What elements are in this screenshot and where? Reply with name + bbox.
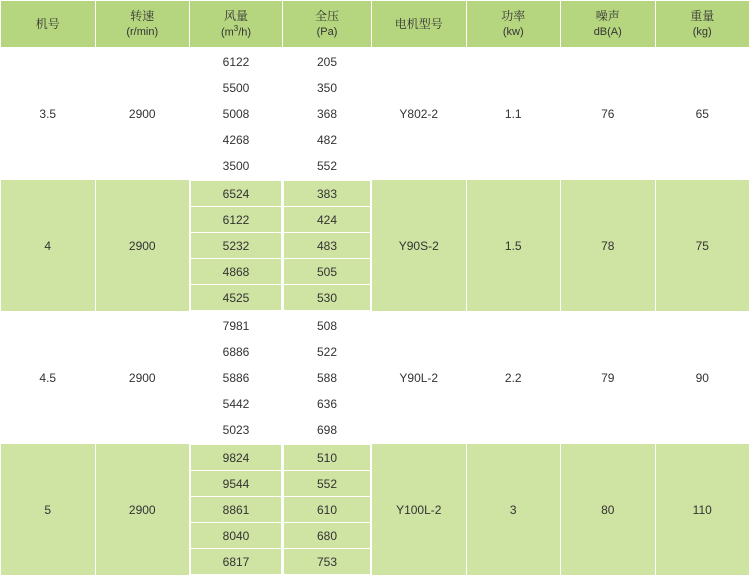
table-row: [1, 48, 750, 180]
flow-value: 5442: [191, 391, 282, 417]
flow-subrow: [191, 207, 282, 233]
flow-value: 9824: [191, 445, 282, 471]
pressure-value: 530: [284, 285, 371, 311]
cell-power: 3: [466, 444, 561, 576]
flow-value: 5500: [191, 75, 282, 101]
pressure-subtable: [283, 180, 371, 311]
column-header-model-no: [1, 1, 96, 48]
flow-subrow: [191, 497, 282, 523]
flow-value: 7981: [191, 313, 282, 339]
pressure-value: 698: [284, 417, 371, 443]
cell-flow-list: [190, 180, 283, 312]
pressure-value: 522: [284, 339, 371, 365]
flow-value: 6122: [191, 207, 282, 233]
table-row: [1, 312, 750, 444]
flow-subrow: [191, 49, 282, 75]
flow-subrow: [191, 445, 282, 471]
pressure-value: 508: [284, 313, 371, 339]
cell-noise: 80: [561, 444, 656, 576]
flow-subrow: [191, 181, 282, 207]
flow-value: 5008: [191, 101, 282, 127]
pressure-value: 483: [284, 233, 371, 259]
cell-noise: 78: [561, 180, 656, 312]
column-header-flow-label: 风量: [223, 8, 248, 23]
cell-weight: 110: [655, 444, 750, 576]
flow-subrow: [191, 285, 282, 311]
flow-value: 3500: [191, 153, 282, 179]
column-header-noise: [561, 1, 656, 48]
flow-value: 6122: [191, 49, 282, 75]
cell-motor: Y100L-2: [372, 444, 467, 576]
column-header-flow: [190, 1, 283, 48]
pressure-subrow: [284, 75, 371, 101]
pressure-value: 753: [284, 549, 371, 575]
flow-value: 9544: [191, 471, 282, 497]
flow-value: 5232: [191, 233, 282, 259]
pressure-subrow: [284, 497, 371, 523]
pressure-subrow: [284, 339, 371, 365]
column-header-speed-unit: (r/min): [126, 25, 159, 38]
pressure-subrow: [284, 207, 371, 233]
cell-model-no: 4: [1, 180, 96, 312]
pressure-value: 552: [284, 471, 371, 497]
table-row: [1, 180, 750, 312]
pressure-subrow: [284, 153, 371, 179]
flow-subrow: [191, 365, 282, 391]
column-header-noise-unit: dB(A): [593, 25, 622, 38]
cell-motor: Y802-2: [372, 48, 467, 180]
pressure-subrow: [284, 549, 371, 575]
flow-value: 5023: [191, 417, 282, 443]
cell-speed: 2900: [95, 312, 190, 444]
pressure-value: 552: [284, 153, 371, 179]
flow-subtable: [190, 48, 282, 179]
column-header-motor-label: 电机型号: [394, 16, 443, 31]
pressure-value: 505: [284, 259, 371, 285]
cell-power: 2.2: [466, 312, 561, 444]
cell-model-no: 3.5: [1, 48, 96, 180]
column-header-power: [466, 1, 561, 48]
pressure-value: 610: [284, 497, 371, 523]
flow-subrow: [191, 259, 282, 285]
cell-speed: 2900: [95, 444, 190, 576]
flow-subrow: [191, 523, 282, 549]
pressure-subrow: [284, 259, 371, 285]
pressure-subrow: [284, 127, 371, 153]
cell-flow-list: [190, 312, 283, 444]
flow-subrow: [191, 417, 282, 443]
pressure-subrow: [284, 417, 371, 443]
pressure-subrow: [284, 445, 371, 471]
column-header-motor: [372, 1, 467, 48]
cell-power: 1.1: [466, 48, 561, 180]
cell-weight: 65: [655, 48, 750, 180]
cell-motor: Y90S-2: [372, 180, 467, 312]
cell-speed: 2900: [95, 180, 190, 312]
column-header-speed-label: 转速: [130, 9, 155, 24]
flow-value: 4525: [191, 285, 282, 311]
pressure-subrow: [284, 49, 371, 75]
pressure-value: 205: [284, 49, 371, 75]
table-body: [1, 48, 750, 576]
pressure-value: 482: [284, 127, 371, 153]
flow-value: 4268: [191, 127, 282, 153]
flow-value: 6524: [191, 181, 282, 207]
flow-value: 5886: [191, 365, 282, 391]
pressure-subrow: [284, 523, 371, 549]
cell-model-no: 4.5: [1, 312, 96, 444]
cell-power: 1.5: [466, 180, 561, 312]
pressure-subrow: [284, 365, 371, 391]
cell-pressure-list: [283, 48, 372, 180]
pressure-value: 510: [284, 445, 371, 471]
flow-subrow: [191, 153, 282, 179]
pressure-subrow: [284, 391, 371, 417]
flow-value: 6886: [191, 339, 282, 365]
cell-weight: 90: [655, 312, 750, 444]
pressure-value: 368: [284, 101, 371, 127]
flow-unit-exponent: 3: [233, 23, 239, 33]
flow-subtable: [190, 312, 282, 443]
cell-flow-list: [190, 444, 283, 576]
cell-noise: 79: [561, 312, 656, 444]
column-header-pressure: [283, 1, 372, 48]
pressure-subrow: [284, 233, 371, 259]
flow-subtable: [190, 180, 282, 311]
flow-subrow: [191, 75, 282, 101]
flow-value: 8040: [191, 523, 282, 549]
column-header-power-unit: (kw): [502, 25, 524, 38]
pressure-subrow: [284, 101, 371, 127]
flow-value: 4868: [191, 259, 282, 285]
pressure-subrow: [284, 181, 371, 207]
pressure-subtable: [283, 312, 371, 443]
column-header-weight-unit: (kg): [692, 25, 712, 38]
pressure-value: 680: [284, 523, 371, 549]
column-header-noise-label: 噪声: [595, 9, 620, 24]
column-header-pressure-label: 全压: [314, 9, 339, 24]
cell-weight: 75: [655, 180, 750, 312]
pressure-subtable: [283, 444, 371, 575]
flow-subrow: [191, 233, 282, 259]
pressure-subrow: [284, 313, 371, 339]
column-header-pressure-unit: (Pa): [316, 25, 338, 38]
cell-noise: 76: [561, 48, 656, 180]
flow-subrow: [191, 549, 282, 575]
cell-model-no: 5: [1, 444, 96, 576]
pressure-value: 350: [284, 75, 371, 101]
flow-subrow: [191, 471, 282, 497]
column-header-flow-unit: $(m^3/h)$: [220, 23, 252, 39]
flow-subrow: [191, 339, 282, 365]
column-header-power-label: 功率: [501, 9, 526, 24]
flow-subrow: [191, 127, 282, 153]
table-row: [1, 444, 750, 576]
flow-subrow: [191, 101, 282, 127]
cell-pressure-list: [283, 444, 372, 576]
cell-pressure-list: [283, 180, 372, 312]
table-header: [1, 1, 750, 48]
cell-pressure-list: [283, 312, 372, 444]
table-header-row: [1, 1, 750, 48]
pressure-value: 424: [284, 207, 371, 233]
flow-value: 6817: [191, 549, 282, 575]
flow-value: 8861: [191, 497, 282, 523]
flow-subrow: [191, 391, 282, 417]
flow-subrow: [191, 313, 282, 339]
pressure-subrow: [284, 471, 371, 497]
pressure-value: 588: [284, 365, 371, 391]
pressure-value: 383: [284, 181, 371, 207]
cell-motor: Y90L-2: [372, 312, 467, 444]
pressure-value: 636: [284, 391, 371, 417]
column-header-speed: [95, 1, 190, 48]
flow-subtable: [190, 444, 282, 575]
column-header-weight-label: 重量: [690, 9, 715, 24]
column-header-model-no-label: 机号: [35, 16, 60, 31]
cell-speed: 2900: [95, 48, 190, 180]
cell-flow-list: [190, 48, 283, 180]
pressure-subtable: [283, 48, 371, 179]
pressure-subrow: [284, 285, 371, 311]
column-header-weight: [655, 1, 750, 48]
